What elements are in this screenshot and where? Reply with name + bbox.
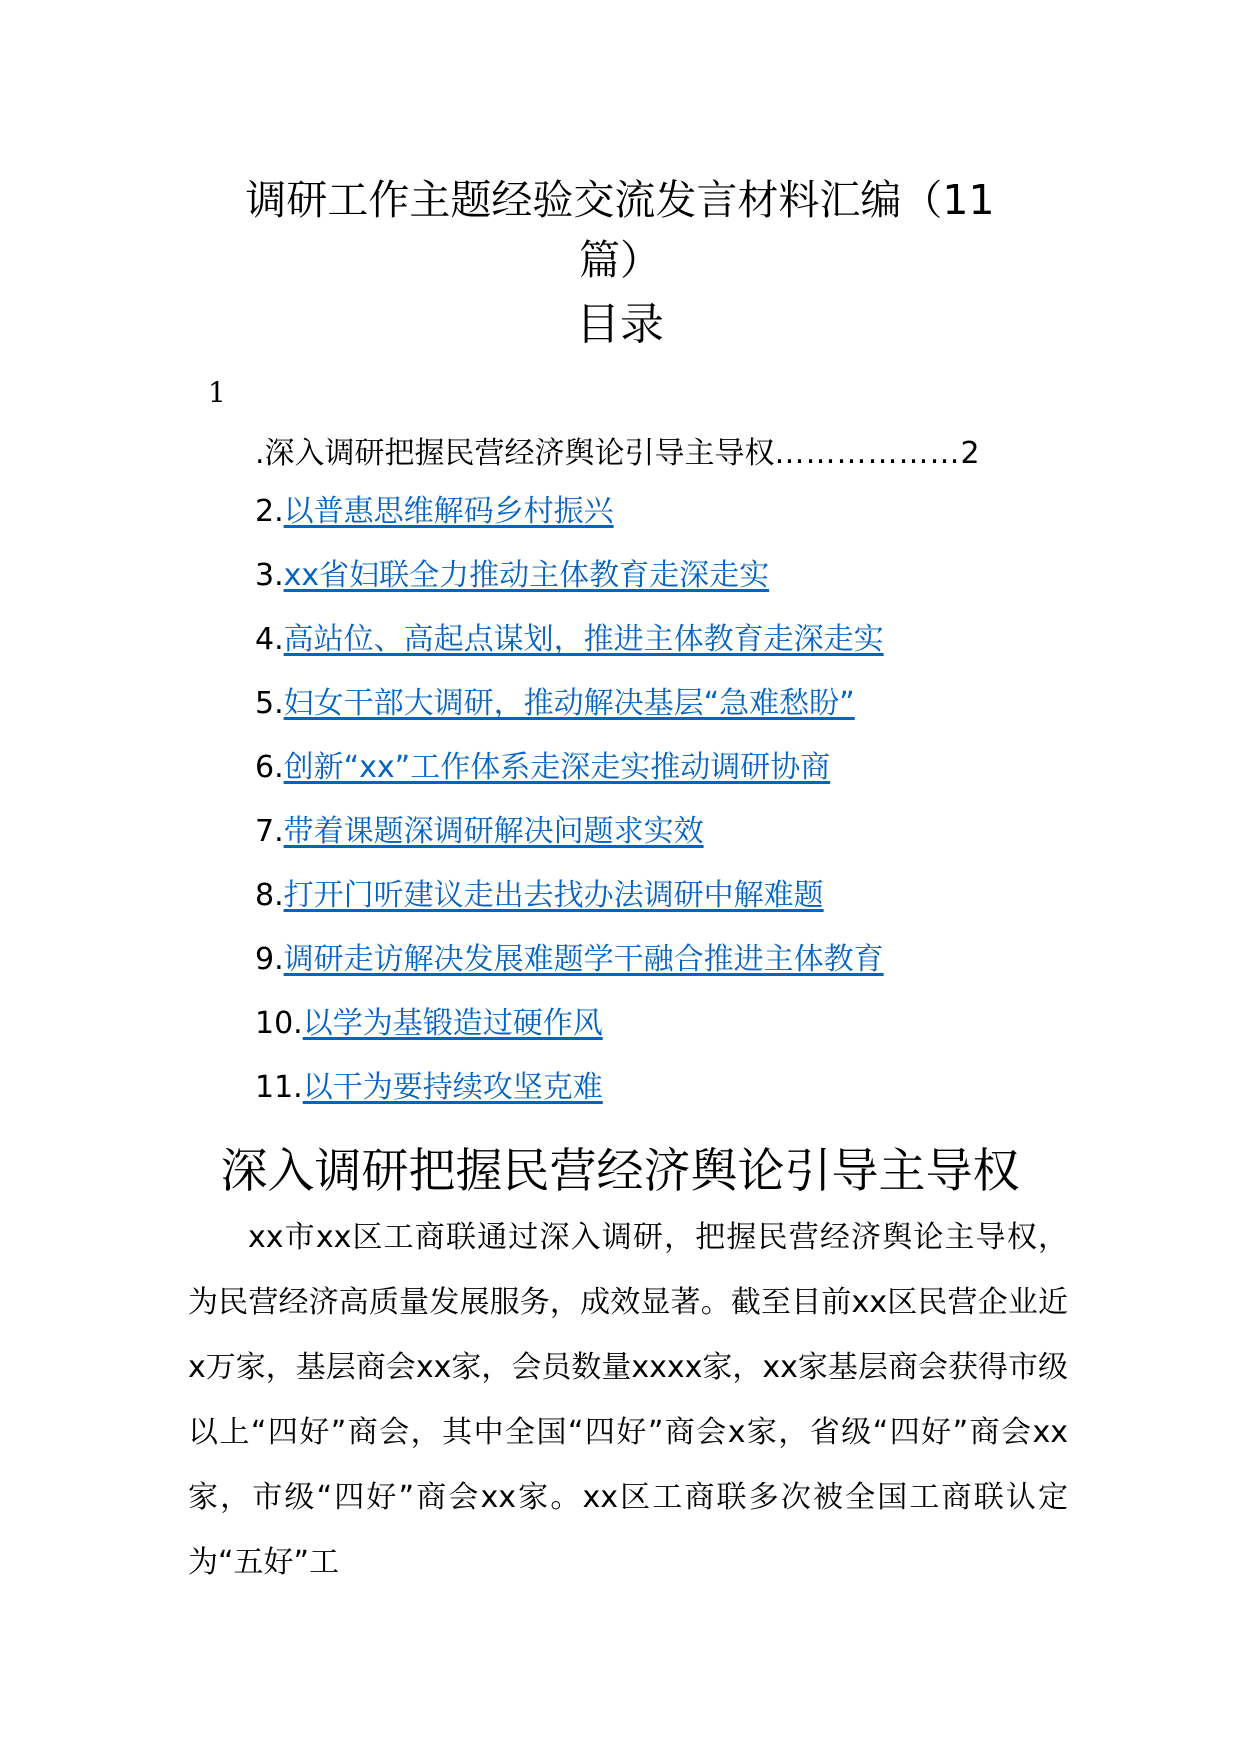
- toc-entry-link[interactable]: 以学为基锻造过硬作风: [302, 1006, 603, 1041]
- toc-entry-number: 11.: [255, 1070, 303, 1105]
- body-paragraph: xx市xx区工商联通过深入调研，把握民营经济舆论主导权，为民营经济高质量发展服务，成效显著。截至目前xx区民营企业近x万家，基层商会xx家，会员数量xxxx家，xx家基层商会获得市级以上“四好”商会，其中全国“四好”商会x家，省级“四好”商会xx家，市级“四好”商会xx家。xx区工商联多次被全国工商联认定为“五好”工: [188, 1220, 1068, 1580]
- toc-entry-link[interactable]: 以干为要持续攻坚克难: [302, 1070, 603, 1105]
- toc-heading: 目录: [576, 299, 664, 350]
- toc-entry: [255, 1002, 603, 1046]
- toc-entry: [255, 810, 704, 854]
- toc-entry-link[interactable]: xx省妇联全力推动主体教育走深走实: [283, 558, 770, 593]
- toc-entry: [255, 554, 769, 598]
- toc-entry-link[interactable]: 带着课题深调研解决问题求实效: [283, 814, 704, 849]
- toc-entry-link[interactable]: 创新“xx”工作体系走深走实推动调研协商: [283, 750, 831, 785]
- toc-entry-number: 2.: [255, 494, 284, 529]
- toc-entry-link[interactable]: 以普惠思维解码乡村振兴: [283, 494, 614, 529]
- toc-entry-1[interactable]: [255, 432, 980, 476]
- toc-entry: [255, 618, 884, 662]
- document-title-line1: 调研工作主题经验交流发言材料汇编（11: [245, 176, 995, 224]
- toc-entry-number: 5.: [255, 686, 284, 721]
- toc-entry: [255, 490, 614, 534]
- toc-entry-number: 7.: [255, 814, 284, 849]
- toc-entry-1-title: .深入调研把握民营经济舆论引导主导权: [255, 436, 775, 471]
- toc-entry-link[interactable]: 打开门听建议走出去找办法调研中解难题: [283, 878, 824, 913]
- toc-entry: [255, 746, 830, 790]
- toc-entry-1-page: 2: [960, 436, 980, 471]
- toc-entry-number: 4.: [255, 622, 284, 657]
- toc-entry: [255, 1066, 603, 1110]
- toc-entry: [255, 874, 824, 918]
- toc-entry-number: 8.: [255, 878, 284, 913]
- toc-entry-number: 6.: [255, 750, 284, 785]
- section-title: 深入调研把握民营经济舆论引导主导权: [220, 1144, 1020, 1199]
- toc-entry-number: 3.: [255, 558, 284, 593]
- toc-number-marker: 1: [208, 376, 226, 409]
- document-title-line2: 篇）: [579, 236, 661, 284]
- toc-entry-number: 10.: [255, 1006, 303, 1041]
- toc-entry: [255, 682, 855, 726]
- toc-entry-number: 9.: [255, 942, 284, 977]
- toc-entry-link[interactable]: 调研走访解决发展难题学干融合推进主体教育: [283, 942, 884, 977]
- toc-entry-link[interactable]: 高站位、高起点谋划，推进主体教育走深走实: [283, 622, 884, 657]
- toc-entry-link[interactable]: 妇女干部大调研，推动解决基层“急难愁盼”: [283, 686, 855, 721]
- toc-entry: [255, 938, 884, 982]
- toc-leader-dots: ………………: [774, 436, 961, 471]
